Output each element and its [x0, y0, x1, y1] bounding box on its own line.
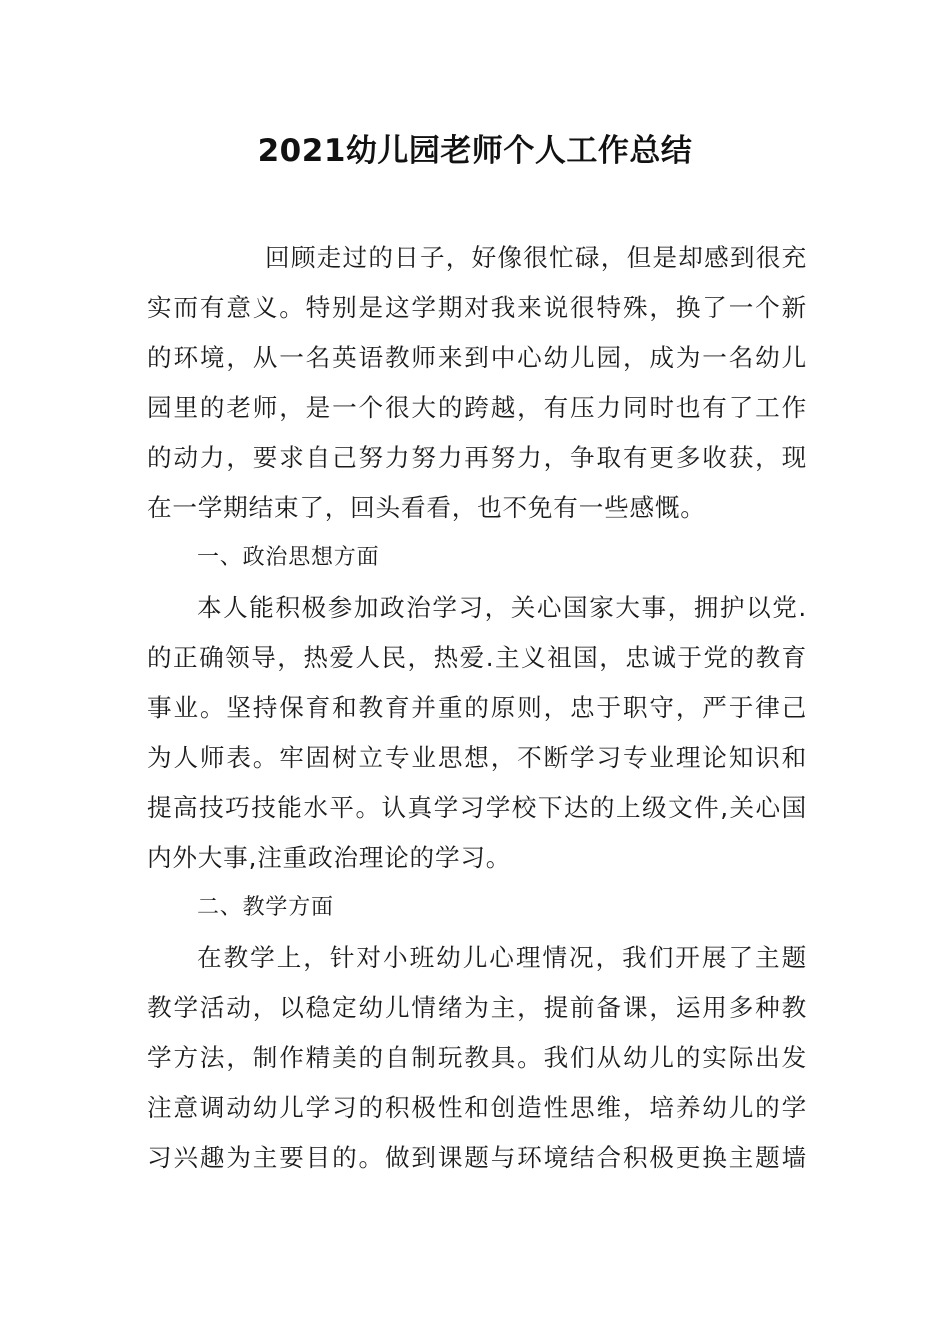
- paragraph-line: 为人师表。牢固树立专业思想，不断学习专业理论知识和: [147, 743, 807, 772]
- paragraph-line: 的动力，要求自己努力努力再努力，争取有更多收获，现: [147, 443, 807, 472]
- paragraph-line: 的正确领导，热爱人民，热爱.主义祖国，忠诚于党的教育: [147, 643, 807, 672]
- paragraph-line: 本人能积极参加政治学习，关心国家大事，拥护以党.: [197, 593, 807, 622]
- paragraph-line: 提高技巧技能水平。认真学习学校下达的上级文件,关心国: [147, 793, 807, 822]
- document-title: 2021幼儿园老师个人工作总结: [257, 133, 693, 169]
- paragraph-line: 内外大事,注重政治理论的学习。: [147, 843, 512, 872]
- paragraph-line: 的环境，从一名英语教师来到中心幼儿园，成为一名幼儿: [147, 343, 807, 372]
- paragraph-line: 在教学上，针对小班幼儿心理情况，我们开展了主题: [197, 943, 807, 972]
- paragraph-line: 实而有意义。特别是这学期对我来说很特殊，换了一个新: [147, 293, 807, 322]
- paragraph-line: 园里的老师，是一个很大的跨越，有压力同时也有了工作: [147, 393, 807, 422]
- paragraph-line: 注意调动幼儿学习的积极性和创造性思维，培养幼儿的学: [147, 1093, 807, 1122]
- paragraph-line: 在一学期结束了，回头看看，也不免有一些感慨。: [147, 493, 706, 522]
- document-body: [147, 233, 807, 1183]
- section-heading: 一、政治思想方面: [197, 545, 380, 570]
- paragraph-line: 学方法，制作精美的自制玩教具。我们从幼儿的实际出发: [147, 1043, 807, 1072]
- paragraph-line: 习兴趣为主要目的。做到课题与环境结合积极更换主题墙: [147, 1143, 807, 1172]
- paragraph-line: 事业。坚持保育和教育并重的原则，忠于职守，严于律己: [147, 693, 807, 722]
- section-heading: 二、教学方面: [197, 895, 334, 920]
- paragraph-line: 回顾走过的日子，好像很忙碌，但是却感到很充: [265, 243, 807, 272]
- paragraph-line: 教学活动，以稳定幼儿情绪为主，提前备课，运用多种教: [147, 993, 807, 1022]
